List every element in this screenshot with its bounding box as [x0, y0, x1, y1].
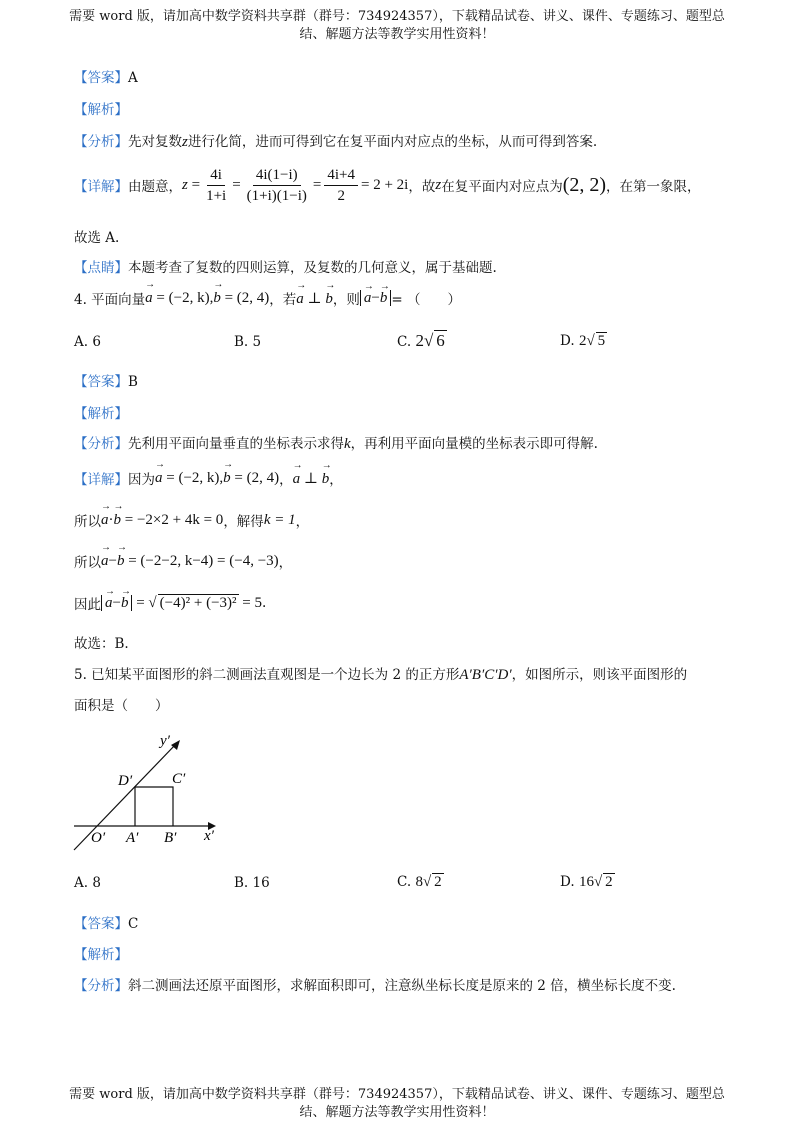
header-line-1: 需要 word 版，请加高中数学资料共享群（群号：734924357），下载精品试卷、讲义、课件、专题练习、题型总 — [69, 9, 725, 24]
page-header — [0, 8, 794, 44]
q3-detail: 【详解】 由题意， z = $\frac{4i}{1+i}$ = $\frac{4i(1-i)}{(1+i)(1-i)}$ = $\frac{4i+4}{2}$ = 2 + 2i ，故 z 在复平面内对应点为 (2, 2) ，在第一象限， — [74, 166, 701, 204]
q5-option-c: C. 8√ 2 — [397, 874, 442, 890]
q3-point: (2, 2) — [562, 173, 607, 196]
header-line-2: 结、解题方法等教学实用性资料！ — [299, 27, 495, 42]
q3-fenxi-text-b: 进行化简，进而可得到它在复平面内对应点的坐标，从而可得到答案. — [187, 134, 598, 150]
q5-answer: 【答案】C — [74, 916, 139, 932]
label-x-prime: x′ — [204, 828, 214, 844]
q4-stem-text-a: 4. 平面向量 — [74, 292, 146, 308]
label-c-prime: C′ — [172, 771, 186, 787]
q4-option-a: A. 6 — [74, 334, 101, 350]
q3-detail-text-c: 在复平面内对应点为 — [441, 179, 563, 195]
q4-fenxi: 【分析】先利用平面向量垂直的坐标表示求得k，再利用平面向量模的坐标表示即可得解. — [74, 436, 598, 452]
q4-choose: 故选：B. — [74, 636, 129, 652]
detail-tag: 【详解】 — [74, 179, 128, 195]
square-outline — [135, 787, 173, 826]
q4-vector-b-value: = (2, 4) — [220, 289, 270, 306]
answer-tag: 【答案】 — [74, 70, 128, 86]
perp-symbol: ⊥ — [307, 290, 322, 307]
q3-fenxi-text-a: 先对复数 — [128, 134, 182, 150]
q5-analysis-tag: 【解析】 — [74, 947, 128, 963]
q5-option-d: D. 16√ 2 — [560, 874, 613, 890]
q3-choose: 故选 A. — [74, 230, 120, 246]
q4-line-dot-product: 所以 → a·→ b = −2×2 + 4k = 0 ，解得 k = 1 ， — [74, 510, 309, 530]
q3-answer-value: A — [128, 70, 138, 86]
q5-option-a: A. 8 — [74, 875, 101, 891]
q3-analysis-tag: 【解析】 — [74, 102, 128, 118]
q5-fenxi: 【分析】斜二测画法还原平面图形，求解面积即可，注意纵坐标长度是原来的 2 倍，横坐标长度不变. — [74, 978, 676, 994]
q3-fenxi — [74, 130, 597, 151]
y-axis — [74, 744, 176, 850]
q3-fraction-3: $\frac{4i+4}{2}$ — [324, 166, 358, 205]
q5-stem-line-2: 面积是（ ） — [74, 698, 169, 714]
q4-answer: 【答案】B — [74, 374, 138, 390]
q3-detail-text-a: 由题意， — [128, 179, 182, 195]
q4-option-c: C. 2√ 6 — [397, 331, 445, 350]
q4-abs-a-minus-b: → a−→ b — [360, 290, 391, 306]
q4-option-d: D. 2√ 5 — [560, 333, 606, 349]
q3-fraction-1: $\frac{4i}{1+i}$ — [206, 166, 227, 204]
label-b-prime: B′ — [164, 830, 177, 846]
label-o-prime: O′ — [91, 830, 106, 846]
q3-fenxi-z: z — [182, 134, 188, 150]
q3-z-2: z — [435, 176, 442, 193]
q4-stem-text-d: = （ ） — [391, 292, 461, 308]
comment-tag: 【点睛】 — [74, 260, 128, 276]
q4-detail: 【详解】 因为 → a = (−2, k),→ b = (2, 4) ， → a ⊥ → b ， — [74, 468, 343, 488]
q3-comment-text: 本题考查了复数的四则运算，及复数的几何意义，属于基础题. — [128, 260, 497, 276]
q3-answer — [74, 66, 138, 86]
page-footer — [0, 1086, 794, 1122]
q3-result: = 2 + 2i — [361, 176, 409, 193]
q4-vector-a-value: = (−2, k), — [152, 289, 214, 306]
q4-stem: 4. 平面向量 → a = (−2, k),→ b = (2, 4) ，若 → a ⊥ → b ，则 → a−→ b = （ ） — [74, 288, 461, 308]
label-y-prime: y′ — [160, 733, 170, 749]
q5-stem-line-1: 5. 已知某平面图形的斜二测画法直观图是一个边长为 2 的正方形A′B′C′D′，如图所示，则该平面图形的 — [74, 667, 688, 683]
q4-line-difference: 所以 → a−→ b = (−2−2, k−4) = (−4, −3) ， — [74, 551, 292, 571]
q4-option-b: B. 5 — [234, 334, 262, 350]
footer-line-1: 需要 word 版，请加高中数学资料共享群（群号：734924357），下载精品试卷、讲义、课件、专题练习、题型总 — [69, 1087, 725, 1102]
q3-detail-text-b: ，故 — [408, 179, 436, 195]
label-a-prime: A′ — [126, 830, 139, 846]
q4-stem-text-b: ，若 — [269, 292, 297, 308]
q4-analysis-tag: 【解析】 — [74, 406, 128, 422]
label-d-prime: D′ — [118, 773, 133, 789]
q4-line-magnitude: 因此 → a−→ b = √ (−4)² + (−3)² = 5 . — [74, 593, 266, 613]
q5-square-name: A′B′C′D′ — [459, 667, 512, 683]
q5-answer-value: C — [128, 916, 139, 932]
footer-line-2: 结、解题方法等教学实用性资料！ — [299, 1105, 495, 1120]
fenxi-tag: 【分析】 — [74, 134, 128, 150]
q3-comment — [74, 256, 497, 276]
q5-option-b: B. 16 — [234, 875, 270, 891]
oblique-drawing-figure — [60, 728, 230, 858]
q4-stem-text-c: ，则 — [332, 292, 360, 308]
q3-z: z — [182, 176, 188, 193]
q3-detail-text-d: ，在第一象限， — [606, 179, 701, 195]
q4-answer-value: B — [128, 374, 138, 390]
q3-fraction-2: $\frac{4i(1-i)}{(1+i)(1-i)}$ — [246, 166, 307, 204]
